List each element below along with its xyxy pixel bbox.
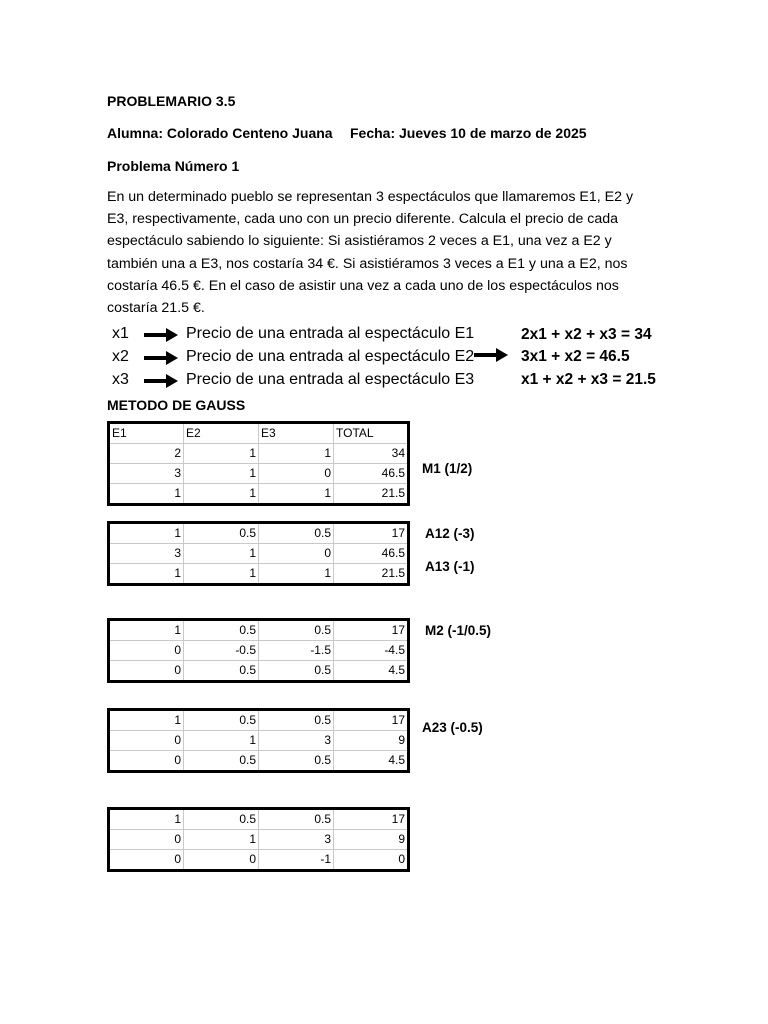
equation-2: 3x1 + x2 = 46.5 bbox=[521, 348, 630, 365]
variable-desc-x3: Precio de una entrada al espectáculo E3 bbox=[186, 371, 475, 388]
table-cell: 0.5 bbox=[184, 661, 259, 682]
table-cell: 0 bbox=[109, 731, 184, 751]
matrix-table-2 bbox=[107, 521, 410, 586]
table-cell: 2 bbox=[109, 444, 184, 464]
table-row bbox=[109, 710, 409, 731]
operation-label-m1: M1 (1/2) bbox=[422, 461, 473, 476]
table-cell: 46.5 bbox=[334, 464, 409, 484]
table-cell: 1 bbox=[109, 564, 184, 585]
problem-line: espectáculo sabiendo lo siguiente: Si asistiéramos 2 veces a E1, una vez a E2 y bbox=[107, 233, 612, 250]
table-cell: 1 bbox=[184, 731, 259, 751]
operation-label-m2: M2 (-1/0.5) bbox=[425, 623, 492, 638]
document-title: PROBLEMARIO 3.5 bbox=[107, 93, 236, 109]
matrix-table-1 bbox=[107, 421, 410, 506]
table-cell: 0.5 bbox=[259, 809, 334, 830]
problem-line: En un determinado pueblo se representan 3 espectáculos que llamaremos E1, E2 y bbox=[107, 189, 634, 205]
table-cell: 21.5 bbox=[334, 484, 409, 505]
right-arrow-icon bbox=[144, 351, 178, 365]
table-cell: 1 bbox=[259, 444, 334, 464]
table-cell: 9 bbox=[334, 731, 409, 751]
table-cell: 21.5 bbox=[334, 564, 409, 585]
table-row bbox=[109, 731, 409, 751]
right-arrow-icon bbox=[474, 348, 508, 362]
table-row bbox=[109, 661, 409, 682]
table-cell: 0.5 bbox=[184, 523, 259, 544]
table-cell: 1 bbox=[109, 523, 184, 544]
table-row bbox=[109, 830, 409, 850]
table-cell: 4.5 bbox=[334, 751, 409, 772]
table-cell: 17 bbox=[334, 710, 409, 731]
table-cell: 3 bbox=[259, 830, 334, 850]
variable-name-x1: x1 bbox=[112, 325, 129, 342]
problem-line: costaría 21.5 €. bbox=[107, 300, 205, 317]
table-cell: 3 bbox=[259, 731, 334, 751]
column-header: E3 bbox=[259, 423, 334, 444]
table-row bbox=[109, 564, 409, 585]
table-row bbox=[109, 751, 409, 772]
table-cell: 0 bbox=[109, 850, 184, 871]
table-cell: 0.5 bbox=[184, 620, 259, 641]
table-cell: 17 bbox=[334, 620, 409, 641]
table-cell: 3 bbox=[109, 464, 184, 484]
table-cell: 1 bbox=[184, 544, 259, 564]
table-row bbox=[109, 850, 409, 871]
table-row bbox=[109, 464, 409, 484]
table-row bbox=[109, 809, 409, 830]
operation-label-a13: A13 (-1) bbox=[425, 559, 475, 574]
equation-3: x1 + x2 + x3 = 21.5 bbox=[521, 371, 656, 388]
table-cell: 0 bbox=[109, 751, 184, 772]
operation-label-a12: A12 (-3) bbox=[425, 526, 475, 541]
table-cell: 0.5 bbox=[259, 661, 334, 682]
table-row bbox=[109, 641, 409, 661]
table-cell: 0.5 bbox=[259, 620, 334, 641]
table-cell: -1.5 bbox=[259, 641, 334, 661]
right-arrow-icon bbox=[144, 374, 178, 388]
table-cell: -0.5 bbox=[184, 641, 259, 661]
table-cell: 1 bbox=[184, 830, 259, 850]
table-row bbox=[109, 444, 409, 464]
table-cell: 0.5 bbox=[184, 710, 259, 731]
variable-desc-x1: Precio de una entrada al espectáculo E1 bbox=[186, 325, 475, 342]
table-cell: 46.5 bbox=[334, 544, 409, 564]
table-cell: -4.5 bbox=[334, 641, 409, 661]
table-cell: 1 bbox=[184, 484, 259, 505]
table-cell: 0 bbox=[109, 661, 184, 682]
table-cell: 1 bbox=[184, 444, 259, 464]
table-cell: 1 bbox=[109, 484, 184, 505]
matrix-table-4 bbox=[107, 708, 410, 773]
table-cell: 1 bbox=[184, 464, 259, 484]
table-row bbox=[109, 620, 409, 641]
table-cell: 0 bbox=[259, 544, 334, 564]
table-cell: 1 bbox=[109, 620, 184, 641]
table-cell: 0 bbox=[334, 850, 409, 871]
table-cell: 17 bbox=[334, 809, 409, 830]
column-header: TOTAL bbox=[334, 423, 409, 444]
student-name: Alumna: Colorado Centeno Juana bbox=[107, 125, 333, 141]
matrix-table-3 bbox=[107, 618, 410, 683]
table-cell: 0.5 bbox=[184, 751, 259, 772]
variable-name-x2: x2 bbox=[112, 348, 129, 365]
operation-label-a23: A23 (-0.5) bbox=[422, 720, 483, 735]
table-cell: 34 bbox=[334, 444, 409, 464]
table-row bbox=[109, 484, 409, 505]
table-cell: 1 bbox=[259, 484, 334, 505]
table-cell: 0.5 bbox=[184, 809, 259, 830]
date-text: Fecha: Jueves 10 de marzo de 2025 bbox=[350, 125, 587, 141]
table-cell: 0 bbox=[109, 641, 184, 661]
table-cell: -1 bbox=[259, 850, 334, 871]
table-row bbox=[109, 523, 409, 544]
table-cell: 1 bbox=[109, 710, 184, 731]
table-cell: 0 bbox=[259, 464, 334, 484]
problem-statement bbox=[107, 186, 652, 319]
table-cell: 0 bbox=[109, 830, 184, 850]
problem-title: Problema Número 1 bbox=[107, 158, 240, 174]
method-title: METODO DE GAUSS bbox=[107, 397, 246, 413]
table-cell: 0 bbox=[184, 850, 259, 871]
table-cell: 1 bbox=[184, 564, 259, 585]
table-cell: 17 bbox=[334, 523, 409, 544]
table-cell: 0.5 bbox=[259, 751, 334, 772]
table-cell: 0.5 bbox=[259, 710, 334, 731]
problem-line: E3, respectivamente, cada uno con un precio diferente. Calcula el precio de cada bbox=[107, 211, 619, 228]
variable-name-x3: x3 bbox=[112, 371, 129, 388]
column-header: E2 bbox=[184, 423, 259, 444]
table-cell: 0.5 bbox=[259, 523, 334, 544]
table-row bbox=[109, 544, 409, 564]
table-header-row bbox=[109, 423, 409, 444]
equation-1: 2x1 + x2 + x3 = 34 bbox=[521, 326, 652, 343]
problem-line: también una a E3, nos costaría 34 €. Si asistiéramos 3 veces a E1 y una a E2, nos bbox=[107, 255, 628, 272]
right-arrow-icon bbox=[144, 328, 178, 342]
table-cell: 9 bbox=[334, 830, 409, 850]
table-cell: 3 bbox=[109, 544, 184, 564]
table-cell: 1 bbox=[259, 564, 334, 585]
table-cell: 4.5 bbox=[334, 661, 409, 682]
matrix-table-5 bbox=[107, 807, 410, 872]
problem-line: costaría 46.5 €. En el caso de asistir una vez a cada uno de los espectáculos nos bbox=[107, 277, 619, 294]
column-header: E1 bbox=[109, 423, 184, 444]
variable-desc-x2: Precio de una entrada al espectáculo E2 bbox=[186, 348, 475, 365]
table-cell: 1 bbox=[109, 809, 184, 830]
